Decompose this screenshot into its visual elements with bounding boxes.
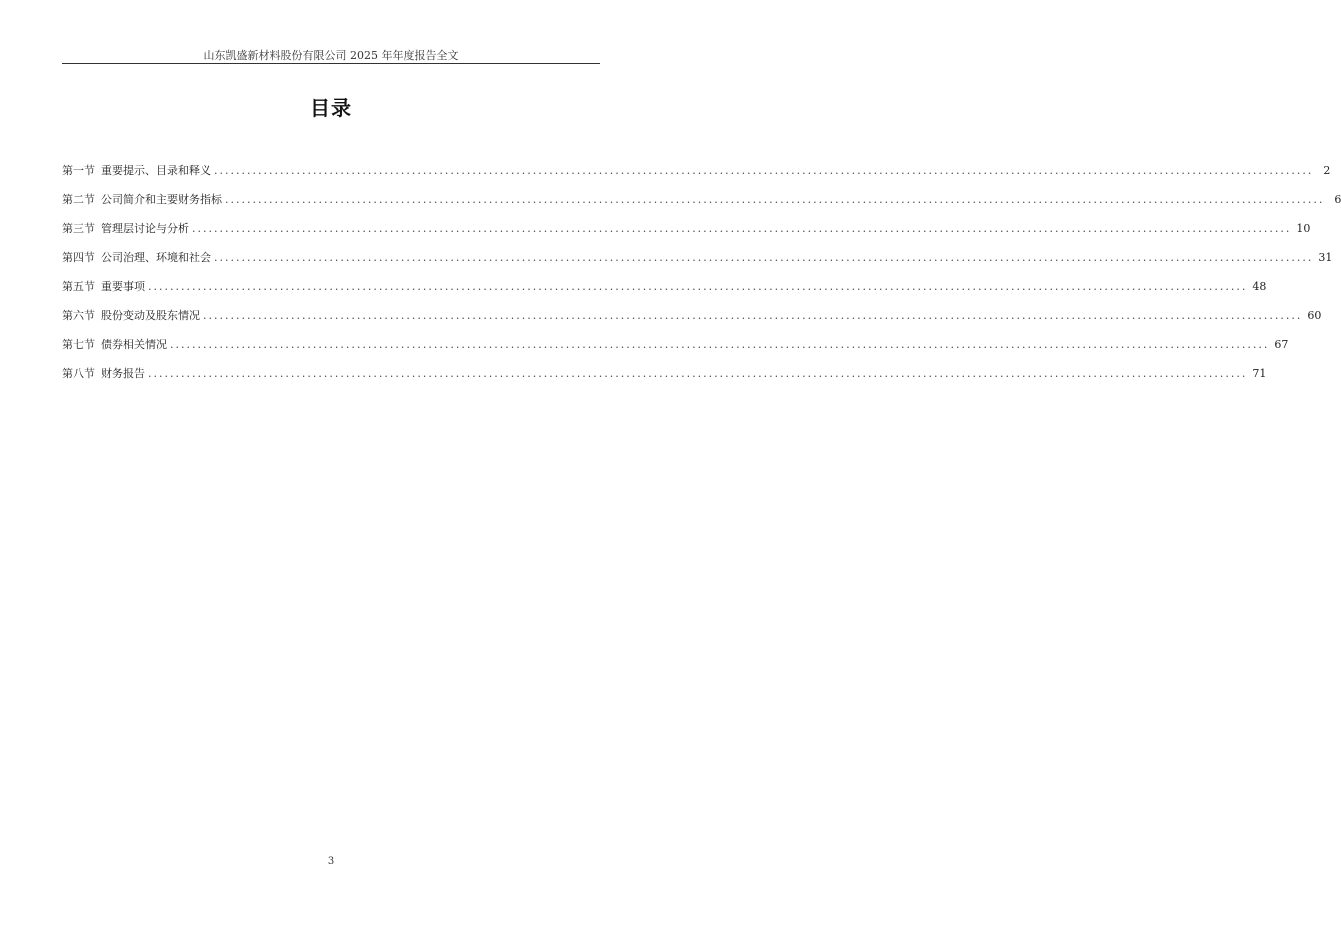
toc-page-number: 48 [1252, 280, 1267, 293]
toc-page-number: 71 [1252, 367, 1267, 380]
toc-section-title: 管理层讨论与分析 [101, 222, 189, 235]
dot-leader: ........................................................................................................................................................................................................ [225, 193, 1325, 206]
toc-section-title: 重要事项 [101, 280, 145, 293]
page-title: 目录 [310, 96, 352, 120]
dot-leader: ........................................................................................................................................................................................................ [148, 280, 1248, 293]
toc-section-title: 公司治理、环境和社会 [101, 251, 211, 264]
toc-section-number: 第七节 [62, 338, 95, 351]
toc-section-number: 第一节 [62, 164, 95, 177]
dot-leader: ........................................................................................................................................................................................................ [170, 338, 1270, 351]
toc-section-number: 第五节 [62, 280, 95, 293]
toc-section-number: 第六节 [62, 309, 95, 322]
toc-section-number: 第四节 [62, 251, 95, 264]
running-header: 山东凯盛新材料股份有限公司 2025 年年度报告全文 [203, 49, 459, 62]
toc-section-number: 第二节 [62, 193, 95, 206]
toc-entry-section-7[interactable] [62, 336, 1289, 365]
dot-leader: ........................................................................................................................................................................................................ [203, 309, 1303, 322]
table-of-contents [62, 162, 1341, 394]
toc-entry-section-8[interactable] [62, 365, 1267, 394]
toc-section-title: 重要提示、目录和释义 [101, 164, 211, 177]
toc-section-number: 第八节 [62, 367, 95, 380]
dot-leader: ........................................................................................................................................................................................................ [148, 367, 1248, 380]
toc-section-number: 第三节 [62, 222, 95, 235]
toc-section-title: 公司简介和主要财务指标 [101, 193, 222, 206]
toc-page-number: 6 [1334, 193, 1341, 206]
toc-section-title: 债券相关情况 [101, 338, 167, 351]
toc-entry-section-1[interactable] [62, 162, 1331, 191]
toc-entry-section-5[interactable] [62, 278, 1267, 307]
header-divider [62, 63, 600, 64]
toc-page-number: 10 [1296, 222, 1311, 235]
dot-leader: ........................................................................................................................................................................................................ [214, 251, 1314, 264]
toc-section-title: 股份变动及股东情况 [101, 309, 200, 322]
toc-section-title: 财务报告 [101, 367, 145, 380]
toc-page-number: 31 [1318, 251, 1333, 264]
dot-leader: ........................................................................................................................................................................................................ [192, 222, 1292, 235]
toc-entry-section-6[interactable] [62, 307, 1322, 336]
toc-entry-section-2[interactable] [62, 191, 1341, 220]
toc-entry-section-4[interactable] [62, 249, 1333, 278]
dot-leader: ........................................................................................................................................................................................................ [214, 164, 1314, 177]
toc-page-number: 60 [1307, 309, 1322, 322]
toc-page-number: 67 [1274, 338, 1289, 351]
toc-page-number: 2 [1323, 164, 1331, 177]
toc-entry-section-3[interactable] [62, 220, 1311, 249]
page-number: 3 [327, 856, 335, 867]
